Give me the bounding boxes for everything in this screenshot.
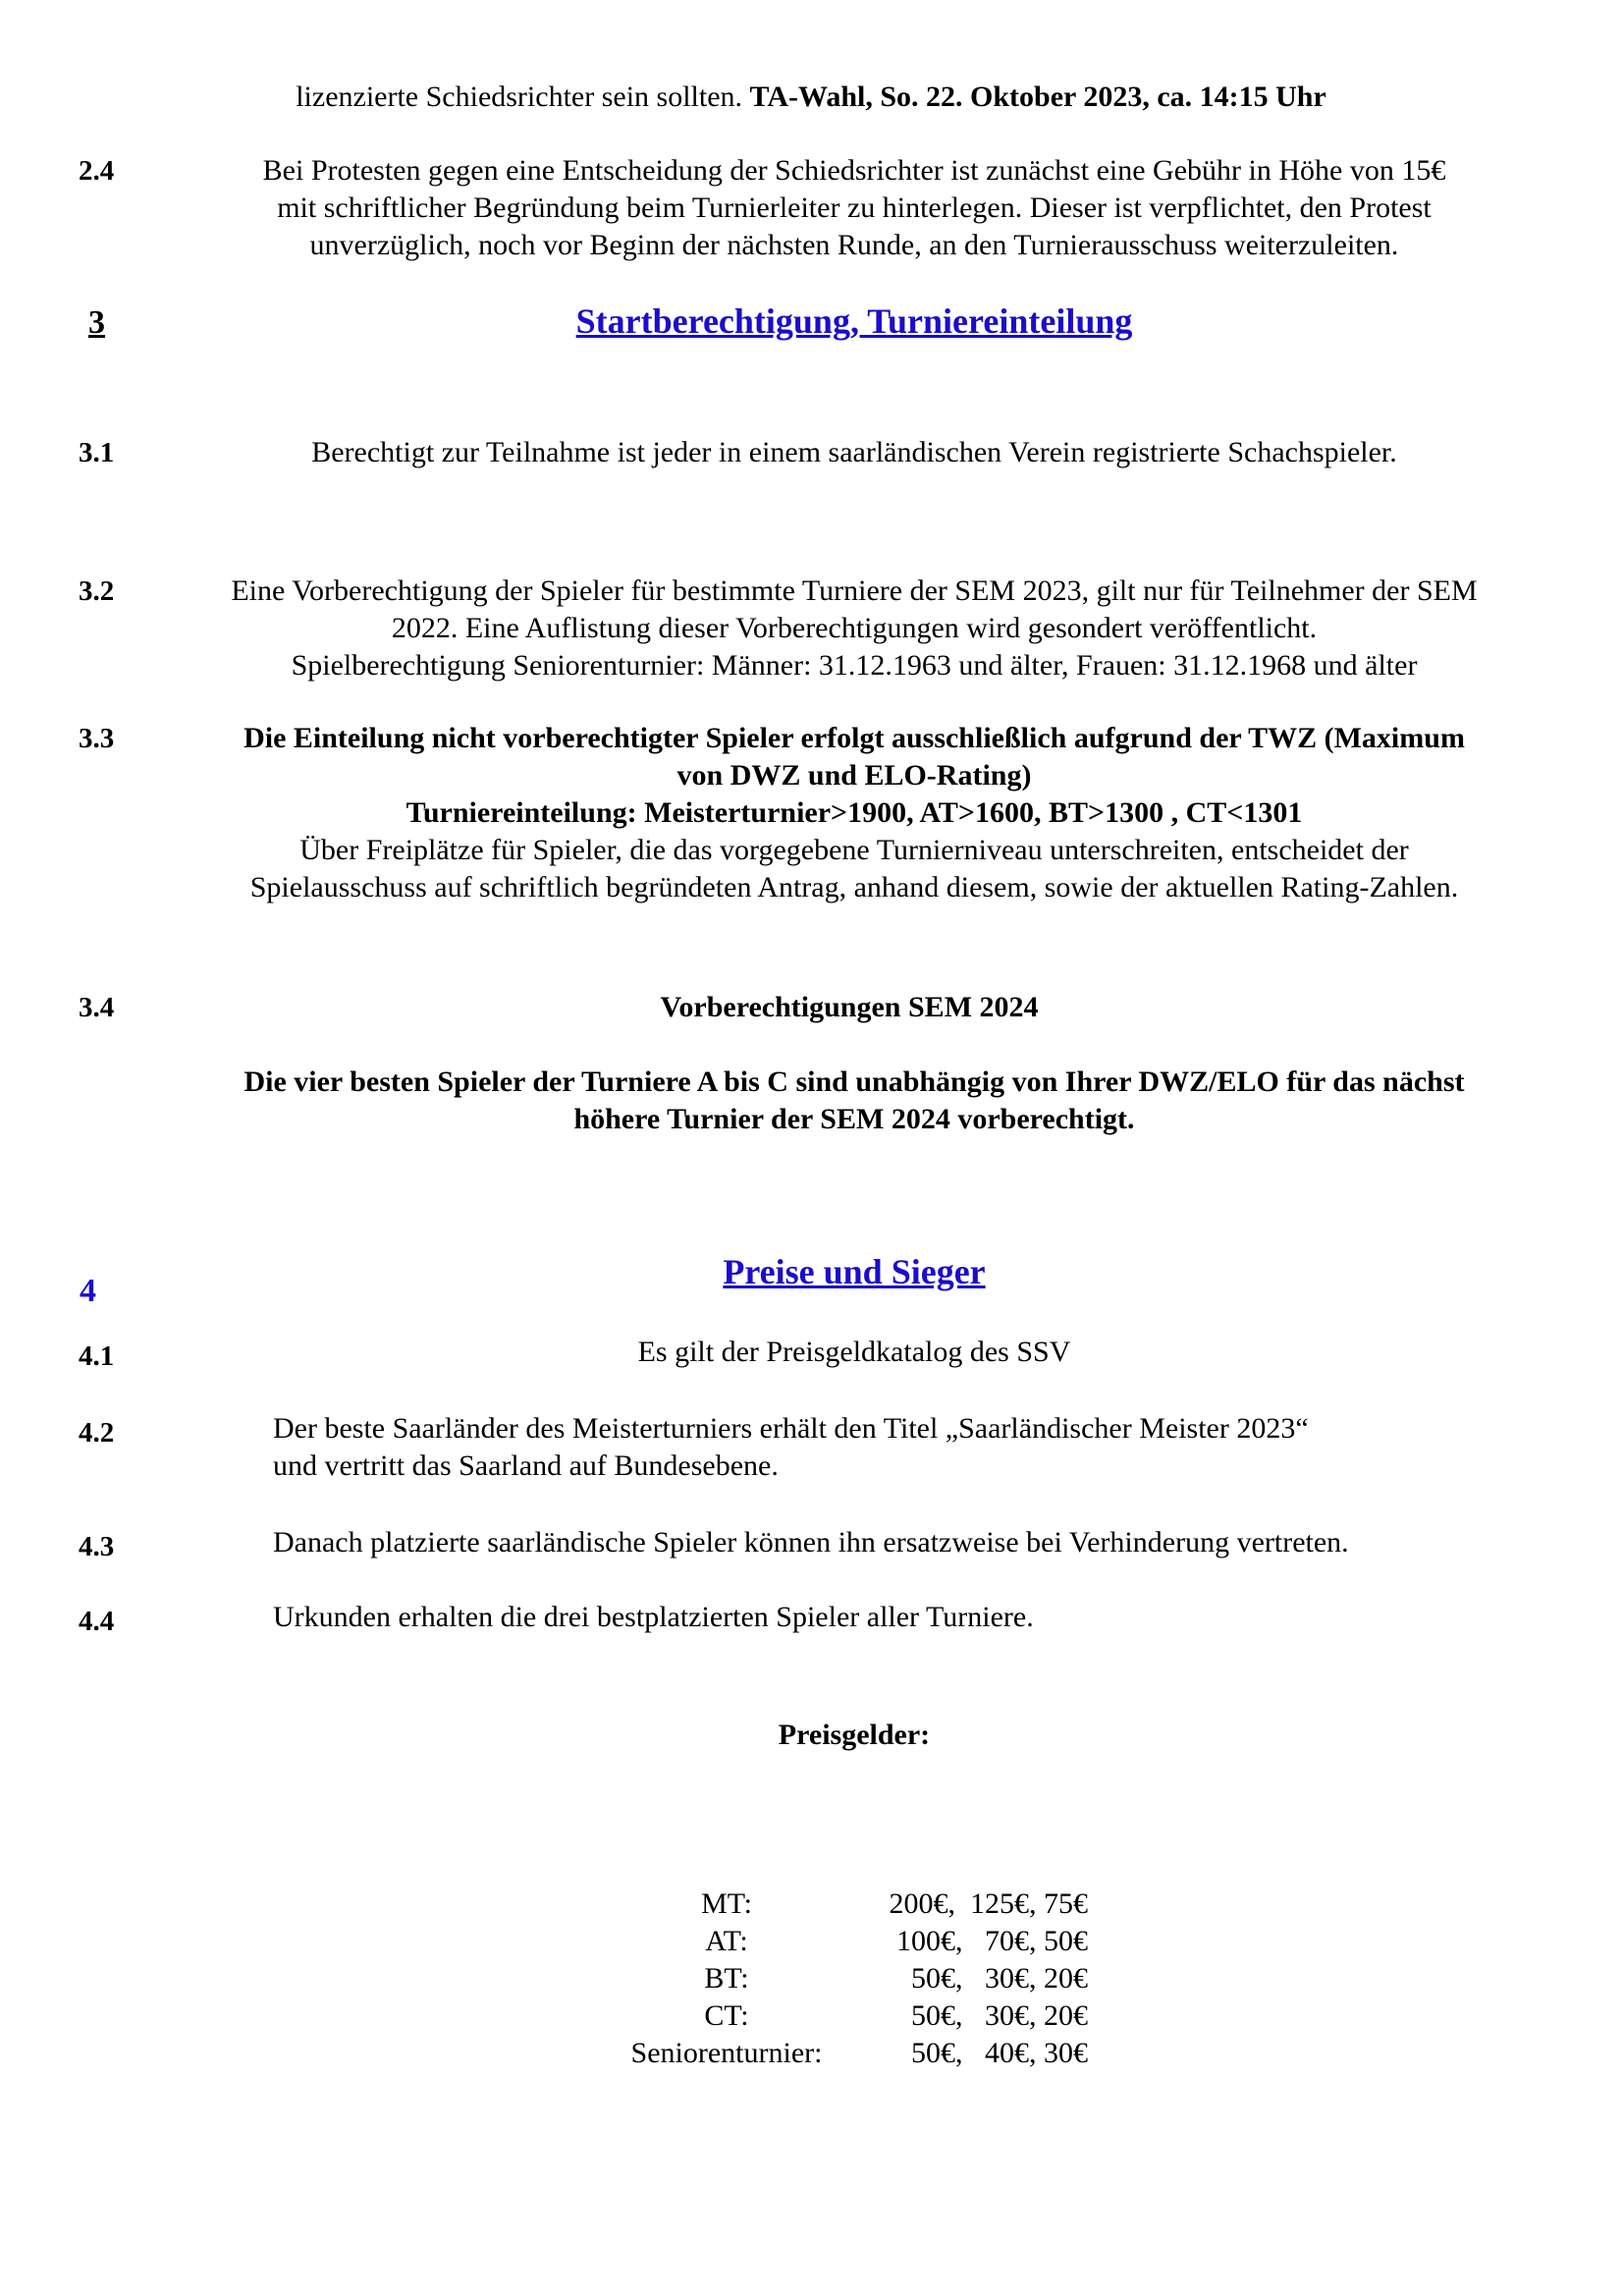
section-4-3-text: Danach platzierte saarländische Spieler können ihn ersatzweise bei Verhinderung vertreten. bbox=[273, 1526, 1349, 1558]
prize-row-label: Seniorenturnier: bbox=[630, 2037, 823, 2069]
section-number-3-2: 3.2 bbox=[79, 575, 115, 607]
section-number-3-1: 3.1 bbox=[79, 437, 115, 468]
section-3-1-text: Berechtigt zur Teilnahme ist jeder in einem saarländischen Verein registrierte Schachspieler. bbox=[311, 436, 1397, 468]
section-4-number: 4 bbox=[80, 1273, 96, 1309]
section-number-3-4: 3.4 bbox=[79, 992, 115, 1023]
top-line-text: lizenzierte Schiedsrichter sein sollten. bbox=[296, 81, 750, 113]
section-4-4-text: Urkunden erhalten die drei bestplatzierten Spieler aller Turniere. bbox=[273, 1601, 1034, 1633]
section-3-2-line-2: 2022. Eine Auflistung dieser Vorberechtigungen wird gesondert veröffentlicht. bbox=[391, 612, 1318, 644]
section-4-title-wrap bbox=[0, 1253, 1622, 1293]
prize-row-label: BT: bbox=[704, 1962, 749, 1995]
section-3-4-bold-line-1: Die vier besten Spieler der Turniere A bis C sind unabhängig von Ihrer DWZ/ELO für das nächst bbox=[243, 1066, 1465, 1098]
section-2-4-line-3: unverzüglich, noch vor Beginn der nächsten Runde, an den Turnierausschuss weiterzuleiten. bbox=[309, 229, 1399, 261]
top-line bbox=[0, 79, 1622, 116]
prize-money-table bbox=[609, 1886, 1088, 2072]
section-number-2-4: 2.4 bbox=[79, 155, 115, 187]
section-2-4-line-1: Bei Protesten gegen eine Entscheidung der Schiedsrichter ist zunächst eine Gebühr in Höhe von 15€ bbox=[262, 154, 1446, 187]
section-4-1-text: Es gilt der Preisgeldkatalog des SSV bbox=[637, 1336, 1071, 1368]
section-number-4-4: 4.4 bbox=[79, 1606, 115, 1637]
section-3-2-text bbox=[137, 573, 1571, 684]
section-3-3-bold-line-3: Turniereinteilung: Meisterturnier>1900, AT>1600, BT>1300 , CT<1301 bbox=[406, 796, 1303, 829]
section-3-number: 3 bbox=[88, 304, 105, 341]
prize-row-value: 100€, 70€, 50€ bbox=[896, 1925, 1088, 1957]
section-4-2-text bbox=[273, 1410, 1569, 1485]
section-3-3-bold-line-2: von DWZ und ELO-Rating) bbox=[676, 759, 1032, 792]
section-number-4-2: 4.2 bbox=[79, 1417, 115, 1449]
section-3-title-link[interactable]: Startberechtigung, Turniereinteilung bbox=[575, 301, 1133, 341]
section-3-4-title: Vorberechtigungen SEM 2024 bbox=[660, 991, 1039, 1023]
section-number-4-3: 4.3 bbox=[79, 1531, 115, 1562]
prize-row bbox=[609, 2035, 1088, 2072]
prize-row bbox=[609, 1886, 1088, 1923]
section-3-3-text bbox=[147, 720, 1561, 906]
prize-row-value: 200€, 125€, 75€ bbox=[889, 1887, 1088, 1920]
section-3-title-wrap bbox=[0, 302, 1622, 343]
prize-row bbox=[609, 1960, 1088, 1997]
section-3-3-line-1: Über Freiplätze für Spieler, die das vorgegebene Turnierniveau unterschreiten, entscheidet der bbox=[299, 834, 1409, 866]
section-3-2-line-3: Spielberechtigung Seniorenturnier: Männer: 31.12.1963 und älter, Frauen: 31.12.1968 und älter bbox=[291, 649, 1418, 682]
prize-row bbox=[609, 1923, 1088, 1960]
section-number-4-1: 4.1 bbox=[79, 1340, 115, 1372]
section-2-4-line-2: mit schriftlicher Begründung beim Turnierleiter zu hinterlegen. Dieser ist verpflichtet, den Protest bbox=[277, 191, 1432, 224]
prize-row-value: 50€, 30€, 20€ bbox=[911, 1999, 1088, 2032]
prize-row-label: AT: bbox=[705, 1925, 748, 1957]
section-number-3-3: 3.3 bbox=[79, 723, 115, 754]
section-3-4-bold-line-2: höhere Turnier der SEM 2024 vorberechtigt. bbox=[573, 1103, 1135, 1135]
prize-row bbox=[609, 1997, 1088, 2035]
section-3-2-line-1: Eine Vorberechtigung der Spieler für bestimmte Turniere der SEM 2023, gilt nur für Teilnehmer der SEM bbox=[231, 574, 1478, 607]
prize-row-value: 50€, 40€, 30€ bbox=[911, 2037, 1088, 2069]
section-3-4-text bbox=[118, 1064, 1591, 1138]
section-2-4-text bbox=[147, 152, 1561, 264]
section-3-3-bold-line-1: Die Einteilung nicht vorberechtigter Spieler erfolgt ausschließlich aufgrund der TWZ (Maximum bbox=[243, 722, 1465, 754]
section-3-3-line-2: Spielausschuss auf schriftlich begründeten Antrag, anhand diesem, sowie der aktuellen Rating-Zahlen. bbox=[249, 871, 1459, 903]
prize-row-label: CT: bbox=[704, 1999, 749, 2032]
prize-row-value: 50€, 30€, 20€ bbox=[911, 1962, 1088, 1995]
section-4-title-link[interactable]: Preise und Sieger bbox=[723, 1252, 986, 1291]
prize-money-title: Preisgelder: bbox=[778, 1719, 931, 1751]
section-4-2-line-2: und vertritt das Saarland auf Bundesebene. bbox=[273, 1449, 779, 1482]
prize-row-label: MT: bbox=[701, 1887, 752, 1920]
ta-wahl-date: TA-Wahl, So. 22. Oktober 2023, ca. 14:15 Uhr bbox=[749, 81, 1326, 113]
section-4-2-line-1: Der beste Saarländer des Meisterturniers erhält den Titel „Saarländischer Meister 2023“ bbox=[273, 1412, 1309, 1445]
